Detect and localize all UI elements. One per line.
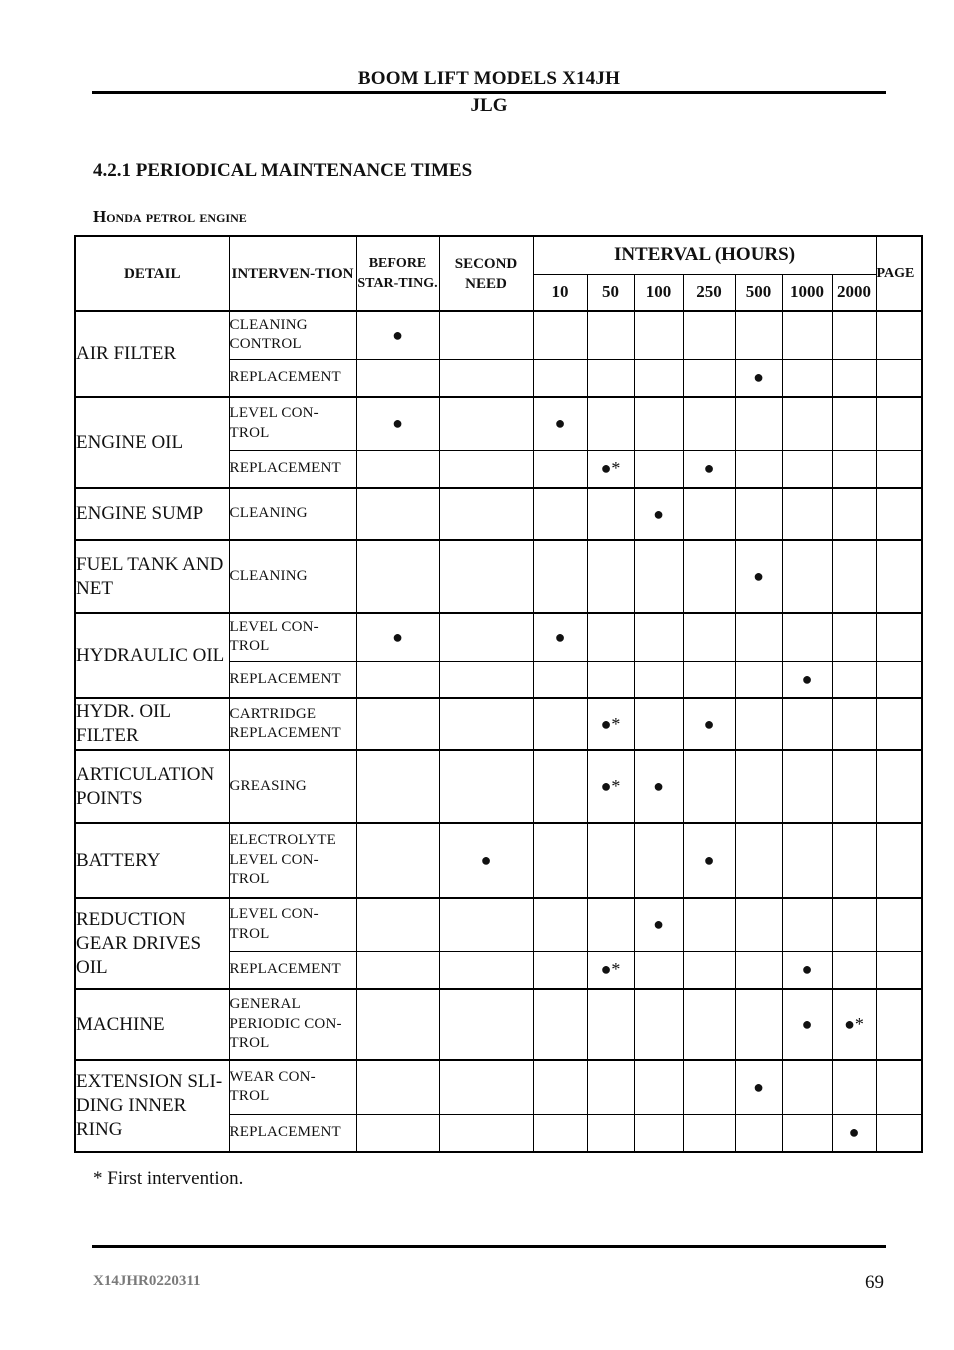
schedule-mark-before [356,1114,439,1152]
intervention-cell: GREASING [229,750,356,823]
schedule-mark-i100 [634,450,683,488]
schedule-mark-i1000 [782,488,832,540]
schedule-mark-i1000: ● [782,951,832,989]
schedule-mark-i500 [735,750,782,823]
schedule-mark-i50 [587,311,634,359]
schedule-mark-i100 [634,1060,683,1114]
schedule-mark-i1000 [782,397,832,450]
interval-header: 1000 [782,274,832,311]
intervention-cell: ELECTROLYTE LEVEL CON-TROL [229,823,356,898]
schedule-mark-i500: ● [735,540,782,613]
schedule-mark-second [439,1060,533,1114]
intervention-cell: CLEANING CONTROL [229,311,356,359]
schedule-mark-i50 [587,397,634,450]
schedule-mark-i250 [683,397,735,450]
schedule-mark-i500 [735,488,782,540]
table-subtitle: Honda petrol engine [93,207,247,226]
schedule-mark-i2000 [832,951,876,989]
schedule-mark-i2000 [832,613,876,661]
intervention-cell: REPLACEMENT [229,951,356,989]
page-ref-cell [876,951,922,989]
schedule-mark-i2000 [832,450,876,488]
schedule-mark-i100 [634,698,683,750]
schedule-mark-i10: ● [533,613,587,661]
schedule-mark-i50 [587,989,634,1060]
schedule-mark-i50: ●* [587,750,634,823]
schedule-mark-i10 [533,311,587,359]
schedule-mark-i250: ● [683,823,735,898]
schedule-mark-i10 [533,540,587,613]
intervention-cell: CARTRIDGE REPLACEMENT [229,698,356,750]
detail-cell: EXTENSION SLI-DING INNER RING [75,1060,229,1152]
schedule-mark-before [356,661,439,698]
schedule-mark-before [356,488,439,540]
intervention-cell: LEVEL CON-TROL [229,397,356,450]
interval-header: 50 [587,274,634,311]
schedule-mark-before [356,898,439,951]
schedule-mark-i2000 [832,698,876,750]
schedule-mark-before [356,989,439,1060]
schedule-mark-i50 [587,661,634,698]
header-page: PAGE [876,236,922,311]
page-ref-cell [876,989,922,1060]
schedule-mark-i10 [533,823,587,898]
schedule-mark-i250 [683,613,735,661]
detail-cell: AIR FILTER [75,311,229,397]
schedule-mark-i10 [533,488,587,540]
schedule-mark-i100 [634,397,683,450]
schedule-mark-i100 [634,823,683,898]
table-row [75,488,922,540]
detail-cell: ARTICULATION POINTS [75,750,229,823]
schedule-mark-i250 [683,750,735,823]
schedule-mark-i10 [533,989,587,1060]
schedule-mark-i500 [735,661,782,698]
schedule-mark-i1000 [782,823,832,898]
schedule-mark-before [356,750,439,823]
schedule-mark-i50 [587,359,634,397]
schedule-mark-i2000: ●* [832,989,876,1060]
schedule-mark-i1000 [782,311,832,359]
schedule-mark-i500: ● [735,1060,782,1114]
schedule-mark-i10: ● [533,397,587,450]
schedule-mark-second [439,1114,533,1152]
schedule-mark-i100: ● [634,488,683,540]
schedule-mark-i250 [683,311,735,359]
schedule-mark-i2000 [832,1060,876,1114]
schedule-mark-second [439,898,533,951]
detail-cell: ENGINE OIL [75,397,229,488]
schedule-mark-i2000 [832,661,876,698]
schedule-mark-i500: ● [735,359,782,397]
schedule-mark-second [439,311,533,359]
detail-cell: FUEL TANK AND NET [75,540,229,613]
detail-cell: HYDRAULIC OIL [75,613,229,698]
schedule-mark-i10 [533,450,587,488]
header-before-starting: BEFORE STAR-TING. [356,236,439,311]
schedule-mark-i50: ●* [587,698,634,750]
table-row [75,311,922,359]
schedule-mark-second [439,359,533,397]
schedule-mark-i100: ● [634,750,683,823]
header-interval: INTERVAL (HOURS) [533,236,876,274]
interval-header: 100 [634,274,683,311]
schedule-mark-i10 [533,898,587,951]
footer-rule [92,1245,886,1248]
page-ref-cell [876,898,922,951]
intervention-cell: CLEANING [229,488,356,540]
interval-header: 250 [683,274,735,311]
table-row [75,989,922,1060]
schedule-mark-i100 [634,1114,683,1152]
schedule-mark-i500 [735,898,782,951]
schedule-mark-i500 [735,311,782,359]
schedule-mark-i2000 [832,488,876,540]
schedule-mark-i1000 [782,898,832,951]
page-ref-cell [876,1114,922,1152]
schedule-mark-i100 [634,311,683,359]
schedule-mark-i500 [735,397,782,450]
schedule-mark-second [439,661,533,698]
schedule-mark-second [439,613,533,661]
maintenance-table-body [75,311,922,1152]
schedule-mark-i2000 [832,540,876,613]
detail-cell: ENGINE SUMP [75,488,229,540]
schedule-mark-i250 [683,540,735,613]
page-ref-cell [876,450,922,488]
page-ref-cell [876,613,922,661]
header-intervention: INTERVEN-TION [229,236,356,311]
schedule-mark-before [356,823,439,898]
schedule-mark-i50 [587,613,634,661]
schedule-mark-i50: ●* [587,450,634,488]
schedule-mark-i250 [683,661,735,698]
schedule-mark-i1000 [782,698,832,750]
schedule-mark-i1000: ● [782,661,832,698]
page-ref-cell [876,397,922,450]
schedule-mark-i250 [683,1114,735,1152]
intervention-cell: REPLACEMENT [229,450,356,488]
schedule-mark-i100 [634,951,683,989]
schedule-mark-i10 [533,698,587,750]
intervention-cell: LEVEL CON-TROL [229,898,356,951]
page-ref-cell [876,661,922,698]
page-ref-cell [876,488,922,540]
intervention-cell: CLEANING [229,540,356,613]
schedule-mark-i1000 [782,450,832,488]
header-detail: DETAIL [75,236,229,311]
schedule-mark-before: ● [356,397,439,450]
schedule-mark-i100 [634,661,683,698]
schedule-mark-i250: ● [683,450,735,488]
schedule-mark-i1000 [782,540,832,613]
page-ref-cell [876,750,922,823]
schedule-mark-i100: ● [634,898,683,951]
table-row [75,613,922,661]
schedule-mark-before [356,450,439,488]
table-row [75,397,922,450]
page-ref-cell [876,1060,922,1114]
interval-header: 500 [735,274,782,311]
schedule-mark-i10 [533,1114,587,1152]
schedule-mark-before: ● [356,311,439,359]
schedule-mark-i2000 [832,397,876,450]
schedule-mark-i50 [587,898,634,951]
schedule-mark-second [439,540,533,613]
intervention-cell: GENERAL PERIODIC CON-TROL [229,989,356,1060]
table-row [75,750,922,823]
running-header-brand: JLG [470,95,508,116]
schedule-mark-i250 [683,488,735,540]
schedule-mark-i50 [587,488,634,540]
schedule-mark-i500 [735,823,782,898]
schedule-mark-i250 [683,989,735,1060]
footnote: * First intervention. [93,1168,244,1189]
intervention-cell: REPLACEMENT [229,359,356,397]
schedule-mark-i500 [735,698,782,750]
schedule-mark-i1000 [782,1114,832,1152]
schedule-mark-second: ● [439,823,533,898]
schedule-mark-i10 [533,951,587,989]
section-title: 4.2.1 PERIODICAL MAINTENANCE TIMES [93,160,473,181]
schedule-mark-i10 [533,750,587,823]
detail-cell: MACHINE [75,989,229,1060]
table-row [75,823,922,898]
schedule-mark-second [439,989,533,1060]
schedule-mark-i250 [683,1060,735,1114]
interval-header: 2000 [832,274,876,311]
page-number: 69 [865,1272,884,1293]
detail-cell: HYDR. OIL FILTER [75,698,229,750]
schedule-mark-i250 [683,359,735,397]
schedule-mark-i50 [587,823,634,898]
running-header-title: BOOM LIFT MODELS X14JH [357,68,621,89]
page-ref-cell [876,540,922,613]
schedule-mark-second [439,488,533,540]
intervention-cell: REPLACEMENT [229,661,356,698]
schedule-mark-second [439,750,533,823]
schedule-mark-i2000 [832,823,876,898]
schedule-mark-i2000 [832,750,876,823]
schedule-mark-i50: ●* [587,951,634,989]
page-ref-cell [876,311,922,359]
table-row [75,540,922,613]
page-ref-cell [876,823,922,898]
schedule-mark-i100 [634,540,683,613]
schedule-mark-i100 [634,613,683,661]
schedule-mark-i1000 [782,1060,832,1114]
schedule-mark-before [356,951,439,989]
schedule-mark-i500 [735,450,782,488]
schedule-mark-second [439,951,533,989]
schedule-mark-i500 [735,951,782,989]
schedule-mark-i250: ● [683,698,735,750]
schedule-mark-i250 [683,898,735,951]
intervention-cell: REPLACEMENT [229,1114,356,1152]
schedule-mark-i100 [634,359,683,397]
schedule-mark-before [356,540,439,613]
page-ref-cell [876,698,922,750]
intervention-cell: LEVEL CON-TROL [229,613,356,661]
detail-cell: BATTERY [75,823,229,898]
schedule-mark-i1000 [782,613,832,661]
schedule-mark-i10 [533,1060,587,1114]
schedule-mark-before [356,359,439,397]
schedule-mark-second [439,450,533,488]
schedule-mark-i1000: ● [782,989,832,1060]
schedule-mark-i50 [587,540,634,613]
schedule-mark-before [356,698,439,750]
page-ref-cell [876,359,922,397]
detail-cell: REDUCTION GEAR DRIVES OIL [75,898,229,989]
table-row [75,898,922,951]
schedule-mark-i500 [735,989,782,1060]
schedule-mark-second [439,698,533,750]
document-code: X14JHR0220311 [93,1273,201,1289]
header-rule [92,91,886,94]
schedule-mark-second [439,397,533,450]
schedule-mark-i1000 [782,750,832,823]
schedule-mark-i10 [533,661,587,698]
schedule-mark-i500 [735,1114,782,1152]
schedule-mark-i2000 [832,359,876,397]
header-second-need: SECOND NEED [439,236,533,311]
intervention-cell: WEAR CON-TROL [229,1060,356,1114]
table-row [75,698,922,750]
maintenance-table [74,235,923,1153]
schedule-mark-before [356,1060,439,1114]
schedule-mark-i50 [587,1114,634,1152]
schedule-mark-i50 [587,1060,634,1114]
schedule-mark-i10 [533,359,587,397]
table-row [75,1060,922,1114]
schedule-mark-before: ● [356,613,439,661]
schedule-mark-i1000 [782,359,832,397]
schedule-mark-i250 [683,951,735,989]
schedule-mark-i2000 [832,898,876,951]
schedule-mark-i100 [634,989,683,1060]
interval-header: 10 [533,274,587,311]
schedule-mark-i500 [735,613,782,661]
schedule-mark-i2000 [832,311,876,359]
schedule-mark-i2000: ● [832,1114,876,1152]
